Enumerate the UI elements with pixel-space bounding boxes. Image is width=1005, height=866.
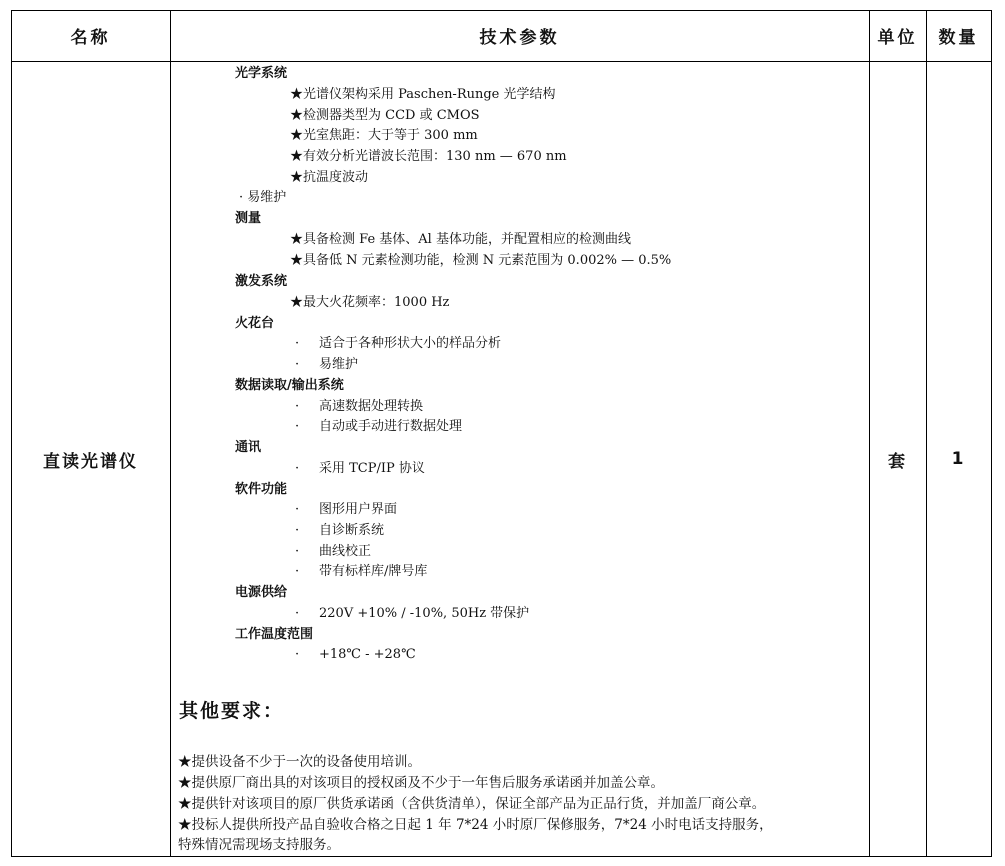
spec-bullet: · 带有标样库/牌号库 [295, 564, 428, 579]
header-quantity: 数量 [938, 28, 979, 48]
requirement-line: 特殊情况需现场支持服务。 [178, 837, 340, 853]
spec-bullet: · 自诊断系统 [295, 523, 385, 538]
spec-line: ★检测器类型为 CCD 或 CMOS [290, 108, 480, 123]
spec-bullet: · 曲线校正 [295, 544, 372, 559]
spec-bullet: · +18℃ - +28℃ [295, 647, 416, 662]
spec-bullet: · 适合于各种形状大小的样品分析 [295, 336, 502, 351]
item-quantity: 1 [951, 449, 966, 469]
header-name: 名称 [70, 28, 111, 48]
requirement-line: ★投标人提供所投产品自验收合格之日起 1 年 7*24 小时原厂保修服务，7*24 小时电话支持服务， [178, 817, 773, 833]
spec-line: ★光谱仪架构采用 Paschen-Runge 光学结构 [290, 87, 556, 102]
section-temp-title: 工作温度范围 [235, 627, 314, 642]
spec-line: ★有效分析光谱波长范围：130 nm — 670 nm [290, 149, 567, 164]
spec-bullet: · 自动或手动进行数据处理 [295, 419, 463, 434]
requirement-line: ★提供原厂商出具的对该项目的授权函及不少于一年售后服务承诺函并加盖公章。 [178, 775, 664, 791]
section-stand-title: 火花台 [235, 316, 275, 331]
section-comm-title: 通讯 [235, 440, 262, 455]
section-data-io-title: 数据读取/输出系统 [235, 378, 344, 393]
spec-bullet: · 220V +10% / -10%, 50Hz 带保护 [295, 606, 530, 621]
col-border-right [991, 10, 992, 856]
requirement-line: ★提供针对该项目的原厂供货承诺函（含供货清单），保证全部产品为正品行货，并加盖厂商公章。 [178, 796, 766, 812]
spec-line: ★最大火花频率：1000 Hz [290, 295, 450, 310]
section-power-title: 电源供给 [235, 585, 288, 600]
header-unit: 单位 [877, 28, 918, 48]
spec-bullet: · 高速数据处理转换 [295, 399, 424, 414]
section-measure-title: 测量 [235, 211, 262, 226]
other-requirements-title: 其他要求： [179, 700, 285, 722]
header-tech-params: 技术参数 [479, 28, 560, 48]
spec-line: ★光室焦距：大于等于 300 mm [290, 128, 478, 143]
item-name: 直读光谱仪 [43, 451, 138, 472]
spec-bullet: · 图形用户界面 [295, 502, 398, 517]
spec-bullet: · 易维护 [295, 357, 359, 372]
section-software-title: 软件功能 [235, 482, 288, 497]
tech-params-cell [171, 62, 869, 856]
section-optics-title: 光学系统 [235, 66, 288, 81]
requirement-line: ★提供设备不少于一次的设备使用培训。 [178, 754, 421, 770]
spec-line: ★具备检测 Fe 基体、Al 基体功能，并配置相应的检测曲线 [290, 232, 631, 247]
section-excite-title: 激发系统 [235, 274, 288, 289]
spec-bullet: · 采用 TCP/IP 协议 [295, 461, 425, 476]
spec-line: ★抗温度波动 [290, 170, 369, 185]
item-unit: 套 [888, 451, 907, 472]
table-bottom-border [11, 856, 992, 857]
spec-line: ★具备低 N 元素检测功能，检测 N 元素范围为 0.002% — 0.5% [290, 253, 672, 268]
spec-line: · 易维护 [239, 190, 287, 205]
